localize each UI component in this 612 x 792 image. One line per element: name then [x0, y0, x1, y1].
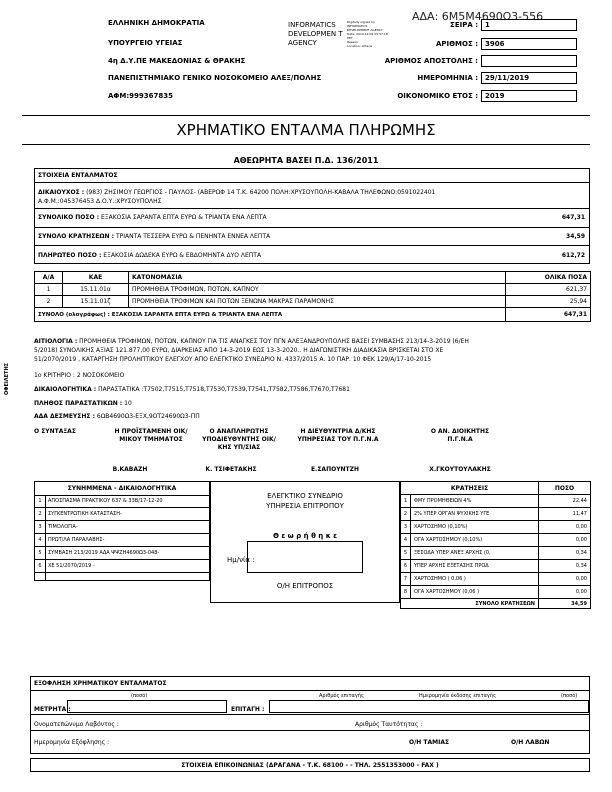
title-rule-bottom: [22, 144, 590, 145]
elegktiko-date-label: Ημ/νία :: [227, 556, 255, 564]
footer-contact: ΣΤΟΙΧΕΙΑ ΕΠΙΚΟΙΝΩΝΙΑΣ (ΔΡΑΓΑΝΑ - Τ.Κ. 68100 - - ΤΗΛ. 2551353000 - FAX ): [30, 758, 590, 772]
krathseis-table: [400, 481, 591, 609]
table-row: 3 ΧΑΡΤΟΣΗΜΟ (0,10%) 0,00: [401, 521, 591, 534]
items-total-label: ΣΥΝΟΛΟ (ολογράφως) : ΕΞΑΚΟΣΙΑ ΣΑΡΑΝΤΑ ΕΠΤΑ ΕΥΡΩ & ΤΡΙΑΝΤΑ ΕΝΑ ΛΕΠΤΑ: [35, 308, 506, 322]
aitiologia-line-2: 5/2018) ΣΥΝΟΛΙΚΗΣ ΑΞΙΑΣ 121.877,00 ΕΥΡΩ, ΔΙΑΡΚΕΙΑΣ ΑΠΟ 14-3-2019 ΕΩΣ 13-3-2020.. Η ΔΙΑΓΩΝΙΣΤΙΚΗ ΔΙΑΔΙΚΑΣΙΑ ΒΡΙΣΚΕΤΑΙ ΣΤΟ ΧΕ: [34, 347, 444, 354]
table-row: 8 ΟΓΑ ΧΑΡΤΟΣΗΜΟΥ (0,06 ) 0,00: [401, 586, 591, 599]
items-header-row: [35, 272, 591, 284]
col-kae: ΚΑΕ: [63, 272, 129, 284]
exoflhsh-hmerominia-ekdoshs: Ημερομηνία έκδοσης επιταγής: [419, 693, 496, 699]
signature-title-dioikitis: Ο ΑΝ. ΔΙΟΙΚΗΤΗΣ Π.Γ.Ν.Α: [430, 428, 490, 443]
exoflhsh-poso-1: (ποσό): [131, 693, 148, 699]
synoliko-amount: 647,31: [561, 214, 585, 221]
table-row: 6 ΥΠΕΡ ΑΡΧΗΣ ΕΞΕΤΑΣΗΣ ΠΡΟΔ 0,34: [401, 560, 591, 573]
elegktiko-title-2: ΥΠΗΡΕΣΙΑ ΕΠΙΤΡΟΠΟΥ: [266, 502, 344, 510]
list-item: 6 ΧΕ 51/2070/2019 -: [35, 560, 209, 573]
list-item: 3 ΤΙΜΟΛΟΓΙΑ-: [35, 521, 209, 534]
krithrio: 1ο ΚΡΙΤΗΡΙΟ : 2 ΝΟΣΟΚΟΜΕΙΟ: [34, 372, 125, 379]
synhmmena-heading: ΣΥΝΗΜΜΕΝΑ - ΔΙΚΑΙΟΛΟΓΗΤΙΚΑ: [67, 485, 177, 492]
ofeilethis-side-label: ΟΦΕΙΛΕΤΗΣ: [4, 362, 10, 395]
list-item: 2 ΣΥΓΚΕΝΤΡΩΤΙΚΗ ΚΑΤΑΣΤΑΣΗ-: [35, 508, 209, 521]
metrhta-field[interactable]: [67, 700, 227, 713]
synhmmena-box: [34, 481, 210, 581]
krathseis-total-amount: 34,59: [539, 599, 591, 609]
exoflhsh-box: [30, 676, 590, 754]
metrhta-label: ΜΕΤΡΗΤΑ :: [34, 706, 71, 713]
signature-name-1: Β.ΚΑΒΑΖΗ: [112, 466, 148, 473]
tamias-label: Ο/Η ΤΑΜΙΑΣ: [409, 739, 450, 746]
dikaiouxos-line: ΔΙΚΑΙΟΥΧΟΣ : (983) ΖΗΣΙΜΟΥ ΓΕΩΡΓΙΟΣ - ΠΑΥΛΟΣ- (ΑΒΕΡΩΦ 14 Τ.Κ. 64200 ΠΟΛΗ:ΧΡΥΣΟΥΠΟΛΗ-ΚΑΒΑΛΑ ΤΗΛΕΦΩΝΟ:0591022401: [38, 189, 436, 196]
synhmmena-list: [35, 495, 209, 573]
col-olika-posa: ΟΛΙΚΑ ΠΟΣΑ: [506, 272, 591, 284]
date-value: 29/11/2019: [481, 72, 577, 84]
seira-label: ΣΕΙΡΑ :: [450, 21, 478, 29]
items-table: [34, 271, 591, 322]
table-row: 1 ΦΜΥ ΠΡΟΜΗΘΕΙΩΝ 4% 22,44: [401, 495, 591, 508]
epitagh-label: ΕΠΙΤΑΓΗ :: [231, 706, 265, 713]
synoliko-line: ΣΥΝΟΛΙΚΟ ΠΟΣΟ : ΕΞΑΚΟΣΙΑ ΣΑΡΑΝΤΑ ΕΠΤΑ ΕΥΡΩ & ΤΡΙΑΝΤΑ ΕΝΑ ΛΕΠΤΑ: [38, 214, 267, 221]
seira-value: 1: [481, 19, 577, 31]
digital-signature-stamp: Digitally signed by INFORMATICS DEVELOPMENT AGENCY Date: 2019.12.09 09:57:18 EET Reason: Location: Athens: [347, 20, 388, 48]
header-line-2: ΥΠΟΥΡΓΕΙΟ ΥΓΕΙΑΣ: [108, 39, 183, 47]
aitiologia-line-1: ΑΙΤΙΟΛΟΓΙΑ : ΠΡΟΜΗΘΕΙΑ ΤΡΟΦΙΜΩΝ, ΠΟΤΩΝ, ΚΑΠΝΟΥ ΓΙΑ ΤΙΣ ΑΝΑΓΚΕΣ ΤΟΥ ΠΓΝ ΑΛΕΞΑΝΔΡΟΥΠΟΛΗΣ ΒΑΣΕΙ ΣΥΜΒΑΣΗΣ 213/14-3-2019 (6/ΕΗ: [34, 338, 469, 345]
elegktiko-date-box: [247, 541, 363, 573]
krathseis-total-label: ΣΥΝΟΛΟ ΚΡΑΤΗΣΕΩΝ: [401, 599, 539, 609]
table-row: 2 2% ΥΠΕΡ ΟΡΓΑΝ ΨΥΧΙΚΗΣ ΥΓΕ 11,47: [401, 508, 591, 521]
table-row: 4 ΟΓΑ ΧΑΡΤΟΣΗΜΟΥ (0,10%) 0,00: [401, 534, 591, 547]
dikaiologhtika-line: ΔΙΚΑΙΟΛΟΓΗΤΙΚΑ : ΠΑΡΑΣΤΑΤΙΚΑ :Τ7502,Τ7515,Τ7518,Τ7530,Τ7539,Τ7541,Τ7582,Τ7586,Τ7670,Τ7681: [34, 386, 350, 393]
plhroteo-amount: 612,72: [561, 252, 585, 259]
theorithike-label: Θ ε ω ρ ή θ η κ ε: [272, 532, 338, 540]
krathseis-total-row: [401, 599, 591, 609]
table-row: 5 ΞΕΣΟΔΑ ΥΠΕΡ ΑΝΕΞ ΑΡΧΗΣ (0, 0,34: [401, 547, 591, 560]
signature-name-2: Κ. ΤΣΙΦΕΤΑΚΗΣ: [205, 466, 257, 473]
table-row: 7 ΧΑΡΤΟΣΗΜΟ ( 0,06 ) 0,00: [401, 573, 591, 586]
elegktiko-title-1: ΕΛΕΓΚΤΙΚΟ ΣΥΝΕΔΡΙΟ: [267, 492, 343, 500]
header-line-4: ΠΑΝΕΠΙΣΤΗΜΙΑΚΟ ΓΕΝΙΚΟ ΝΟΣΟΚΟΜΕΙΟ ΑΛΕΞ/ΠΟΛΗΣ: [108, 74, 322, 82]
elegktiko-box: [210, 481, 400, 603]
afm-line: Α.Φ.Μ.:045376453 Δ.Ο.Υ.:ΧΡΥΣΟΥΠΟΛΗΣ: [38, 198, 162, 205]
list-item: 1 ΑΠΟΣΠΑΣΜΑ ΠΡΑΚΤΙΚΟΥ 637 & 33Β/17-12-20: [35, 495, 209, 508]
signature-title-dieythyntria: Η ΔΙΕΥΘΥΝΤΡΙΑ Δ/ΚΗΣ ΥΠΗΡΕΣΙΑΣ ΤΟΥ Π.Γ.Ν.Α: [297, 428, 379, 443]
exoflhsh-heading: ΕΞΟΦΛΗΣΗ ΧΡΗΜΑΤΙΚΟΥ ΕΝΤΑΛΜΑΤΟΣ: [34, 680, 167, 687]
table-row: 1 15.11.01α ΠΡΟΜΗΘΕΙΑ ΤΡΟΦΙΜΩΝ, ΠΟΤΩΝ, ΚΑΠΝΟΥ 621,37: [35, 284, 591, 296]
apostolis-value: [481, 55, 577, 67]
stoixeia-heading: ΣΤΟΙΧΕΙΑ ΕΝΤΑΛΜΑΤΟΣ: [38, 172, 118, 179]
hmerominia-exoflhshs-label: Ημερομηνία Εξόφλησης :: [34, 739, 110, 746]
etos-label: ΟΙΚΟΝΟΜΙΚΟ ΕΤΟΣ :: [397, 92, 478, 100]
col-krathseis: ΚΡΑΤΗΣΕΙΣ: [401, 482, 539, 495]
table-row: 2 15.11.01ζ ΠΡΟΜΗΘΕΙΑ ΤΡΟΦΙΜΩΝ ΚΑΙ ΠΟΤΩΝ ΞΕΝΩΝΑ ΜΑΚΡΑΣ ΠΑΡΑΜΟΝΗΣ 25,94: [35, 296, 591, 308]
page-title: ΧΡΗΜΑΤΙΚΟ ΕΝΤΑΛΜΑ ΠΛΗΡΩΜΗΣ: [176, 121, 436, 139]
krathseis-header-row: [401, 482, 591, 495]
ada-desmeusis-line: ΑΔΑ ΔΕΣΜΕΥΣΗΣ : 6ΩΒ4690Ω3-ΕΞΧ,9ΟΤ24690Ω3-ΠΠ: [34, 413, 200, 420]
krathseis-amount: 34,59: [566, 233, 585, 240]
taytothta-label: Αριθμός Ταυτότητας :: [355, 721, 423, 728]
signature-title-anaplirotis: Ο ΑΝΑΠΛΗΡΩΤΗΣ ΥΠΟΔΙΕΥΘΥΝΤΗΣ ΟΙΚ/ΚΗΣ ΥΠ/ΣΙΑΣ: [202, 428, 276, 451]
epitagh-field[interactable]: [269, 700, 589, 713]
signature-title-proistameni: Η ΠΡΟΪΣΤΑΜΕΝΗ ΟΙΚ/ΜΙΚΟΥ ΤΜΗΜΑΤΟΣ: [114, 428, 188, 443]
signature-name-3: Ε.ΣΑΠΟΥΝΤΖΗ: [310, 466, 360, 473]
page-subtitle: ΑΘΕΩΡΗΤΑ ΒΑΣΕΙ Π.Δ. 136/2011: [233, 156, 379, 165]
header-line-3: 4η Δ.Υ.ΠΕ ΜΑΚΕΔΟΝΙΑΣ & ΘΡΑΚΗΣ: [108, 57, 246, 65]
header-line-1: ΕΛΛΗΝΙΚΗ ΔΗΜΟΚΡΑΤΙΑ: [108, 19, 205, 27]
arithmos-value: 3906: [481, 38, 577, 50]
stoixeia-box: [34, 168, 590, 264]
apostolis-label: ΑΡΙΘΜΟΣ ΑΠΟΣΤΟΛΗΣ :: [384, 57, 478, 65]
items-total-row: [35, 308, 591, 322]
lavon-label: Ο/Η ΛΑΒΩΝ: [511, 739, 550, 746]
plhroteo-line: ΠΛΗΡΩΤΕΟ ΠΟΣΟ : ΕΞΑΚΟΣΙΑ ΔΩΔΕΚΑ ΕΥΡΩ & ΕΒΔΟΜΗΝΤΑ ΔΥΟ ΛΕΠΤΑ: [38, 252, 262, 259]
col-aa: Α/Α: [35, 272, 63, 284]
exoflhsh-poso-2: (ποσό): [561, 693, 578, 699]
aitiologia-line-3: 51/2070/2019 , ΚΑΤΑΡΓΗΣΗ ΠΡΟΛΗΠΤΙΚΟΥ ΕΛΕΓΧΟΥ ΑΠΟ ΕΛΕΓΚΤΙΚΟ ΣΥΝΕΔΡΙΟ Ν. 4337/2015 Α. 10 ΠΑΡ. 10 ΦΕΚ 129/Α/17-10-2015: [34, 356, 432, 363]
onomateponymo-label: Ονοματεπώνυμο Λαβόντος :: [34, 721, 119, 728]
signature-title-syntaxas: Ο ΣΥΝΤΑΞΑΣ: [34, 428, 76, 435]
list-item: 5 ΣΥΜΒΑΣΗ 213/2019 ΑΔΑ ΨΨΖΗ4690Ω3-048-: [35, 547, 209, 560]
date-label: ΗΜΕΡΟΜΗΝΙΑ :: [417, 74, 478, 82]
agency-name: INFORMATICS DEVELOPMEN T AGENCY: [288, 21, 343, 47]
etos-value: 2019: [481, 90, 577, 102]
title-rule: [22, 115, 590, 116]
signature-name-4: Χ.ΓΚΟΥΤΟΥΛΑΚΗΣ: [429, 466, 491, 473]
header-afm: ΑΦΜ:999367835: [108, 92, 173, 100]
epitropos-label: Ο/Η ΕΠΙΤΡΟΠΟΣ: [276, 582, 334, 590]
krathseis-line: ΣΥΝΟΛΟ ΚΡΑΤΗΣΕΩΝ : ΤΡΙΑΝΤΑ ΤΕΣΣΕΡΑ ΕΥΡΩ & ΠΕΝΗΝΤΑ ΕΝΝΕΑ ΛΕΠΤΑ: [38, 233, 271, 240]
list-item: 4 ΠΡΩΤ/ΛΑ ΠΑΡΑΛΑΒΗΣ-: [35, 534, 209, 547]
arithmos-label: ΑΡΙΘΜΟΣ :: [435, 40, 478, 48]
items-total-amount: 647,31: [506, 308, 591, 322]
exoflhsh-arithmos-epitaghs: Αριθμός επιταγής: [319, 693, 364, 699]
ada-number: ΑΔΑ: 6Μ5Μ4690Ω3-556: [412, 10, 544, 23]
col-poso: ΠΟΣΟ: [539, 482, 591, 495]
plithos-line: ΠΛΗΘΟΣ ΠΑΡΑΣΤΑΤΙΚΩΝ : 10: [34, 400, 132, 407]
col-katonomasia: ΚΑΤΟΝΟΜΑΣΙΑ: [129, 272, 506, 284]
